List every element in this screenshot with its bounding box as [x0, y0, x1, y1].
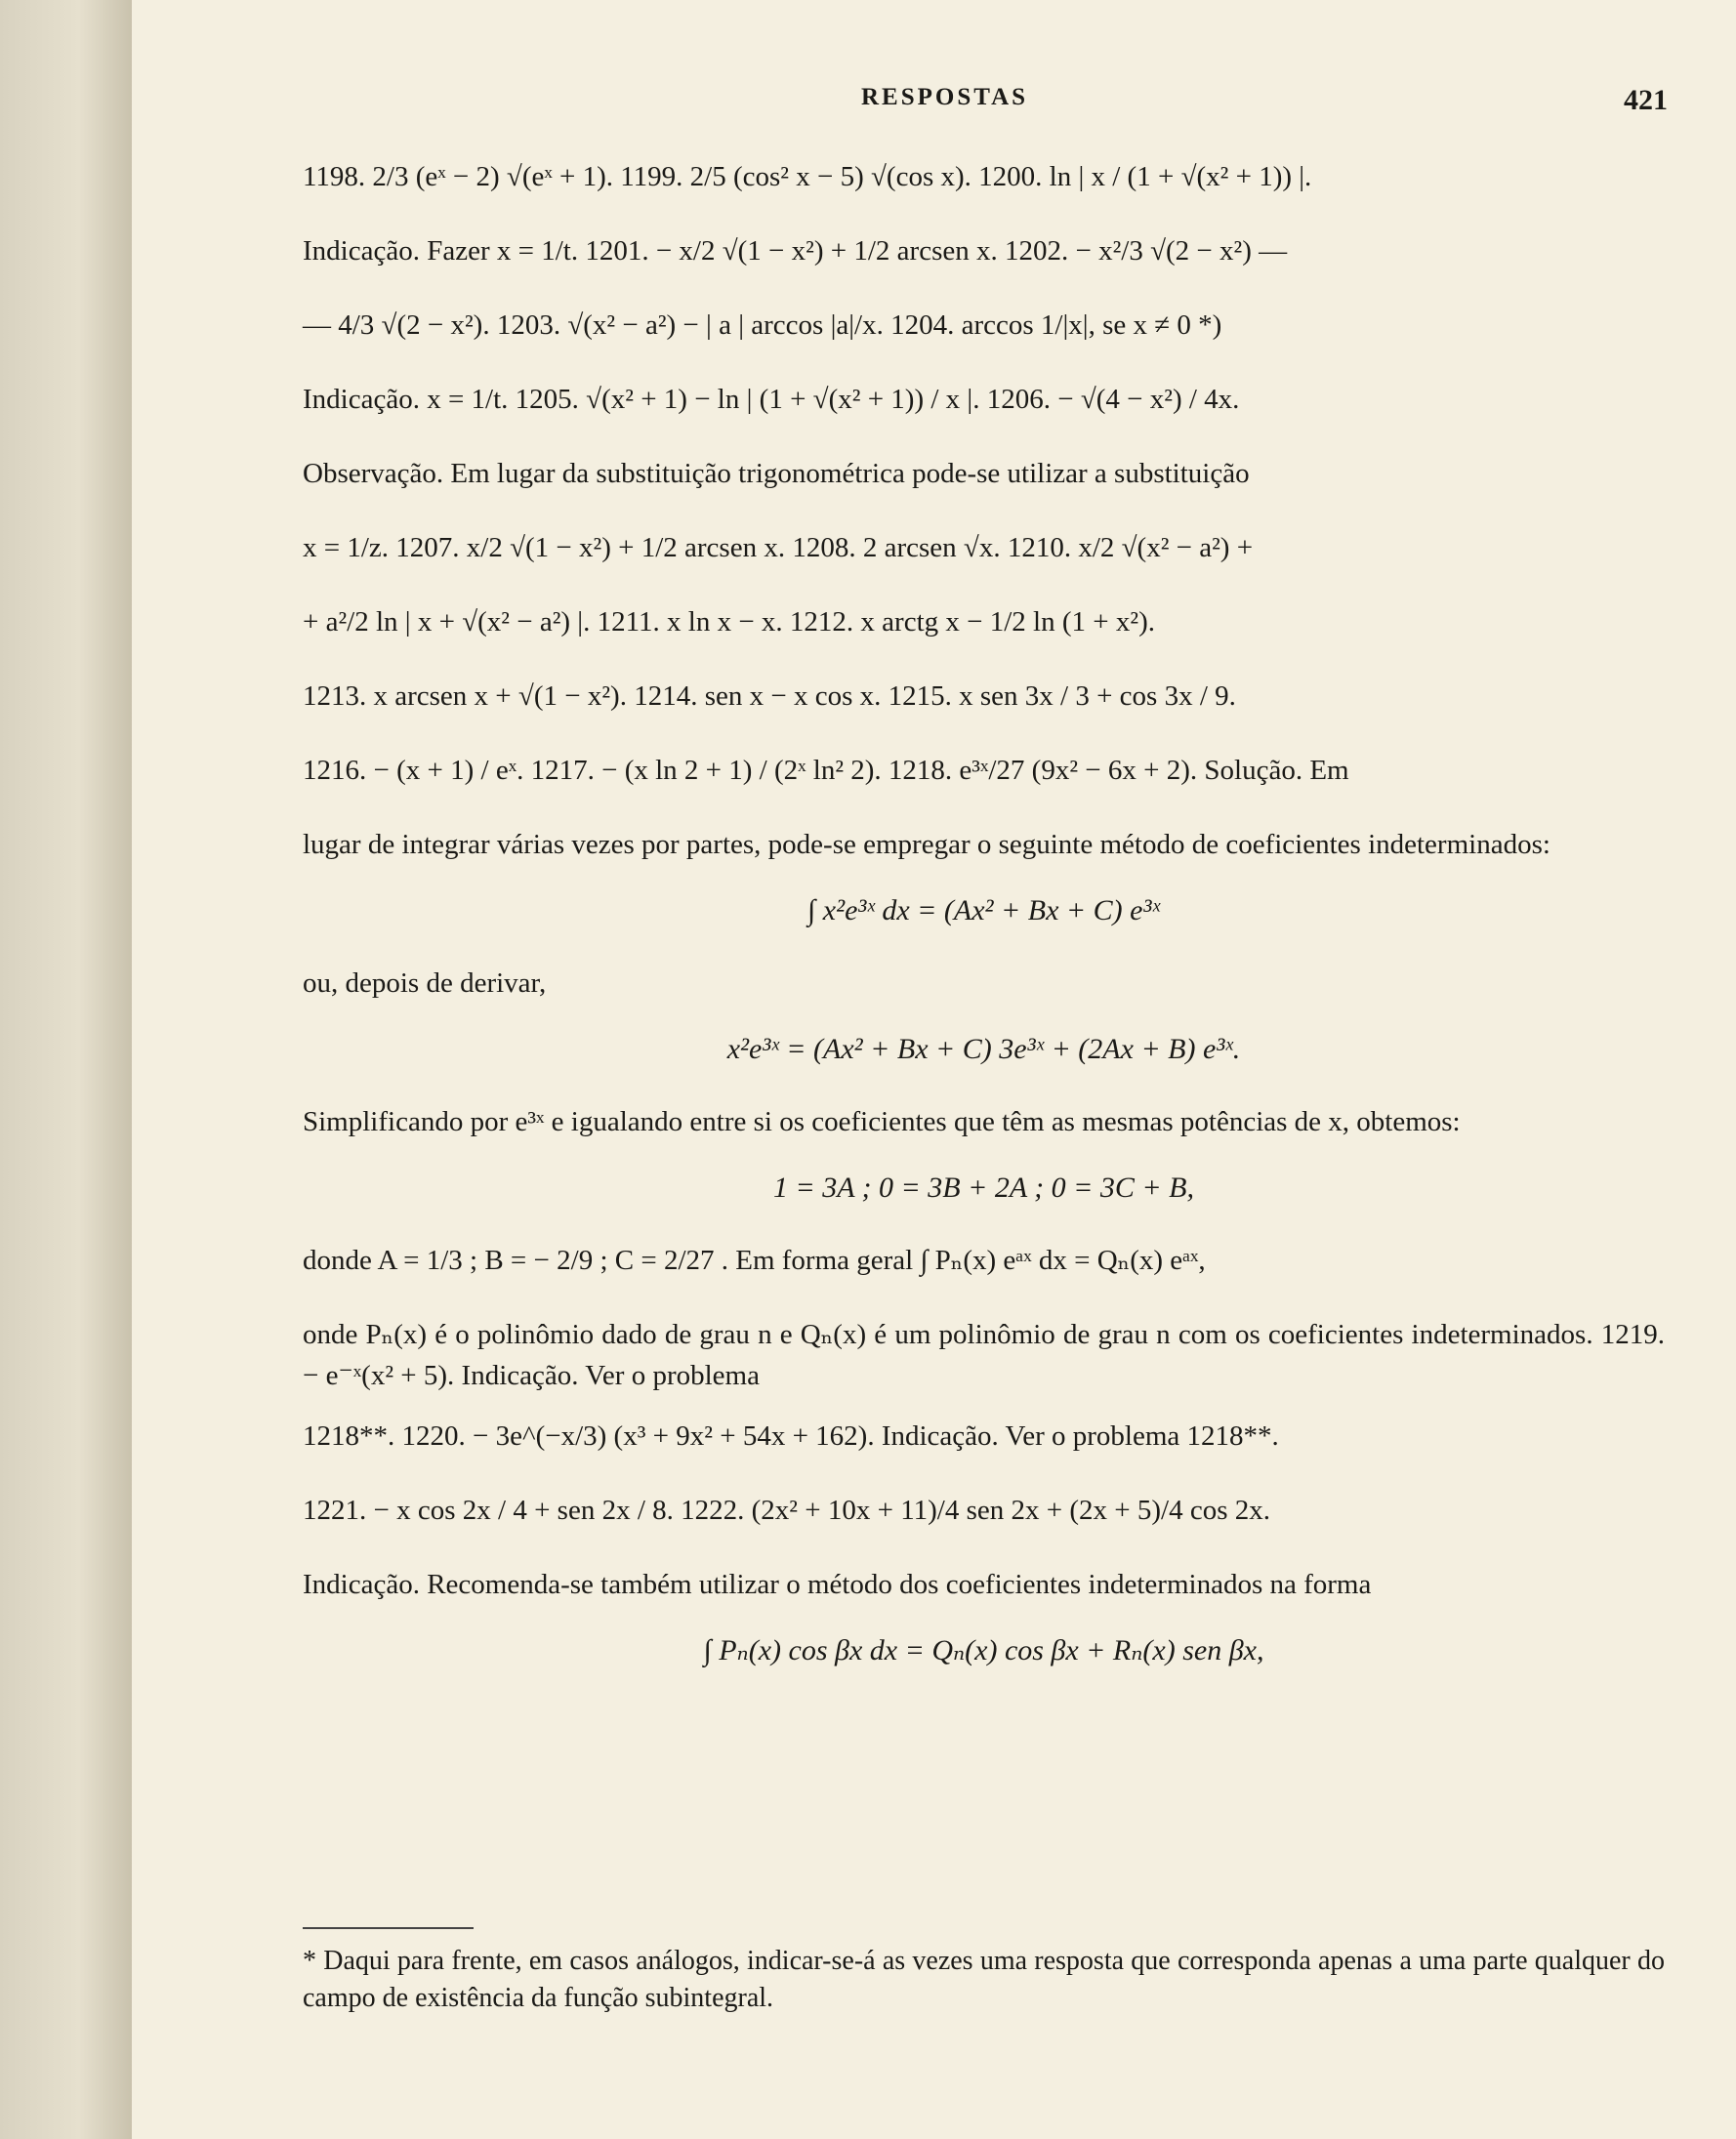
answer-line: + a²/2 ln | x + √(x² − a²) |. 1211. x ln x − x. 1212. x arctg x − 1/2 ln (1 + x²). — [303, 606, 1155, 638]
paragraph: onde Pₙ(x) é o polinômio dado de grau n e Qₙ(x) é um polinômio de grau n com os coeficientes indeterminados. 1219. − e⁻ˣ(x² + 5). Indicação. Ver o problema — [303, 1319, 1665, 1391]
paragraph: Indicação. Recomenda-se também utilizar o método dos coeficientes indeterminados na forma — [303, 1569, 1372, 1600]
answer-line: Indicação. x = 1/t. 1205. √(x² + 1) − ln | (1 + √(x² + 1)) / x |. 1206. − √(4 − x²) / 4x. — [303, 384, 1240, 415]
answer-line: 1218**. 1220. − 3e^(−x/3) (x³ + 9x² + 54x + 162). Indicação. Ver o problema 1218**. — [303, 1420, 1279, 1452]
display-formula: x²e³ˣ = (Ax² + Bx + C) 3e³ˣ + (2Ax + B) e³ˣ. — [726, 1033, 1241, 1065]
paragraph: lugar de integrar várias vezes por partes, pode-se empregar o seguinte método de coeficientes indeterminados: — [303, 829, 1550, 860]
display-formula: 1 = 3A ; 0 = 3B + 2A ; 0 = 3C + B, — [773, 1172, 1194, 1204]
answer-line: 1221. − x cos 2x / 4 + sen 2x / 8. 1222. (2x² + 10x + 11)/4 sen 2x + (2x + 5)/4 cos 2x. — [303, 1495, 1270, 1526]
answer-line: — 4/3 √(2 − x²). 1203. √(x² − a²) − | a | arccos |a|/x. 1204. arccos 1/|x|, se x ≠ 0 *) — [303, 309, 1222, 341]
page-number: 421 — [1624, 84, 1668, 116]
book-gutter — [0, 0, 132, 2139]
display-formula: ∫ Pₙ(x) cos βx dx = Qₙ(x) cos βx + Rₙ(x) sen βx, — [703, 1634, 1264, 1666]
answer-line: x = 1/z. 1207. x/2 √(1 − x²) + 1/2 arcsen x. 1208. 2 arcsen √x. 1210. x/2 √(x² − a²) + — [303, 532, 1254, 563]
footnote: * Daqui para frente, em casos análogos, indicar-se-á as vezes uma resposta que corresponda apenas a uma parte qualquer do campo de existência da função subintegral. — [303, 1946, 1665, 2013]
display-formula: ∫ x²e³ˣ dx = (Ax² + Bx + C) e³ˣ — [807, 894, 1160, 926]
answers-text — [303, 156, 1665, 1703]
answer-line: 1213. x arcsen x + √(1 − x²). 1214. sen x − x cos x. 1215. x sen 3x / 3 + cos 3x / 9. — [303, 680, 1236, 712]
page-header — [303, 84, 1668, 123]
paragraph: Simplificando por e³ˣ e igualando entre si os coeficientes que têm as mesmas potências de x, obtemos: — [303, 1106, 1461, 1137]
answer-line: 1198. 2/3 (eˣ − 2) √(eˣ + 1). 1199. 2/5 (cos² x − 5) √(cos x). 1200. ln | x / (1 + √(x² + 1)) |. — [303, 161, 1312, 192]
answer-line: 1216. − (x + 1) / eˣ. 1217. − (x ln 2 + 1) / (2ˣ ln² 2). 1218. e³ˣ/27 (9x² − 6x + 2). Solução. Em — [303, 755, 1349, 786]
running-head: RESPOSTAS — [861, 84, 1029, 110]
answer-line: Observação. Em lugar da substituição trigonométrica pode-se utilizar a substituição — [303, 458, 1250, 489]
answer-line: Indicação. Fazer x = 1/t. 1201. − x/2 √(1 − x²) + 1/2 arcsen x. 1202. − x²/3 √(2 − x²) — — [303, 235, 1288, 267]
answer-line: donde A = 1/3 ; B = − 2/9 ; C = 2/27 . Em forma geral ∫ Pₙ(x) eᵃˣ dx = Qₙ(x) eᵃˣ, — [303, 1245, 1206, 1276]
footnote-divider — [303, 1927, 474, 1929]
paragraph: ou, depois de derivar, — [303, 967, 547, 999]
